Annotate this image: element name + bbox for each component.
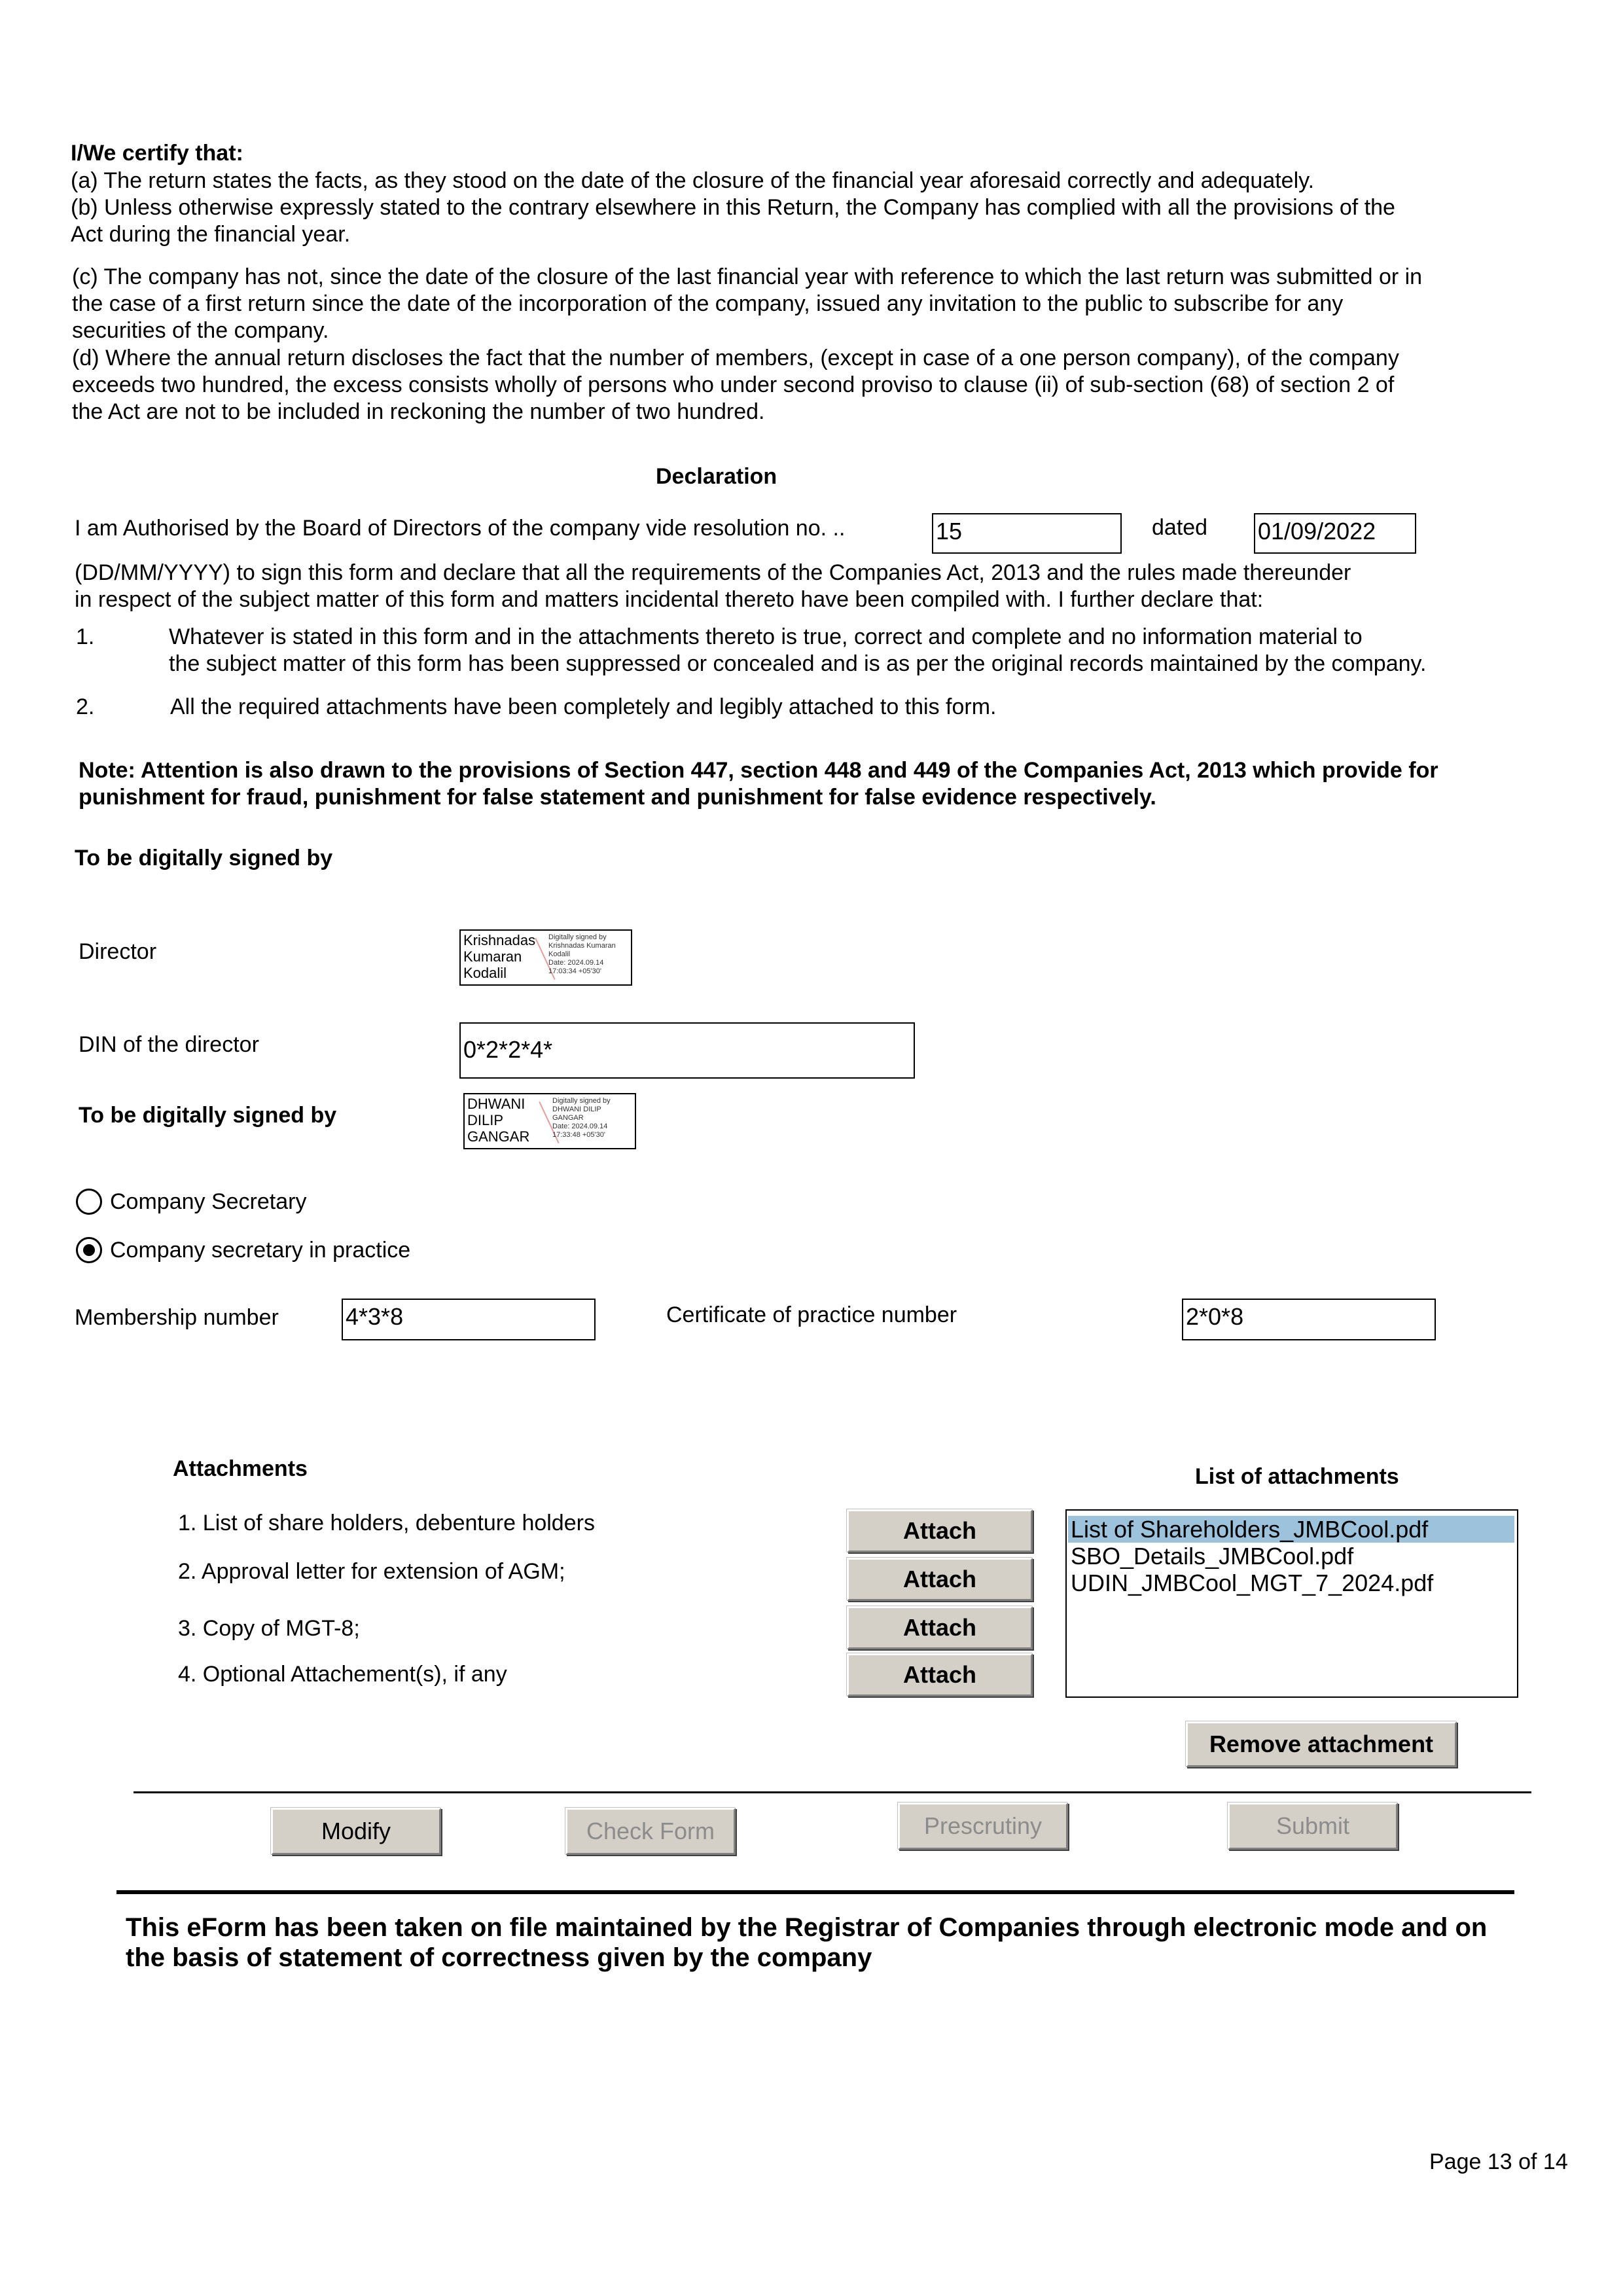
declaration-item-1-number: 1. <box>76 624 95 649</box>
certify-c: (c) The company has not, since the date of the closure of the last financial year with reference to which the last return was submitted or in the case of a first return since the date of the incorporation of the company, issued any invitation to the public to subscribe for any securities of the company. <box>72 264 1423 343</box>
attach-button-3[interactable]: Attach <box>847 1606 1033 1649</box>
certify-a: (a) The return states the facts, as they stood on the date of the closure of the financial year aforesaid correctly and adequately. <box>71 168 1315 193</box>
prescrutiny-button[interactable]: Prescrutiny <box>898 1803 1068 1850</box>
radio-company-secretary[interactable] <box>76 1189 102 1215</box>
attachment-file-item[interactable]: List of Shareholders_JMBCool.pdf <box>1068 1516 1514 1543</box>
divider <box>134 1791 1531 1793</box>
attachments-heading: Attachments <box>173 1456 308 1481</box>
signature-info: Digitally signed by Krishnadas Kumaran Kodalil Date: 2024.09.14 17:03:34 +05'30' <box>548 933 616 975</box>
din-label: DIN of the director <box>79 1032 259 1057</box>
attachment-file-item[interactable]: SBO_Details_JMBCool.pdf <box>1071 1543 1354 1570</box>
declaration-paragraph: (DD/MM/YYYY) to sign this form and declare that all the requirements of the Companies Act, 2013 and the rules made thereunder in respect of the subject matter of this form and matters incidental thereto have been compiled with. I further declare that: <box>75 560 1351 612</box>
remove-attachment-button[interactable]: Remove attachment <box>1186 1721 1457 1767</box>
certify-b: (b) Unless otherwise expressly stated to the contrary elsewhere in this Return, the Company has complied with all the provisions of the Act during the financial year. <box>71 195 1395 247</box>
declaration-item-2-number: 2. <box>76 694 95 719</box>
radio-company-secretary-label: Company Secretary <box>110 1189 307 1214</box>
resolution-number-field[interactable]: 15 <box>932 513 1122 554</box>
attach-button-1[interactable]: Attach <box>847 1509 1033 1552</box>
modify-button[interactable]: Modify <box>271 1808 441 1855</box>
secretary-digital-signature[interactable] <box>463 1093 636 1149</box>
attach-button-2[interactable]: Attach <box>847 1558 1033 1601</box>
digitally-signed-by-label-1: To be digitally signed by <box>75 846 333 870</box>
din-field[interactable]: 0*2*2*4* <box>459 1022 915 1079</box>
signature-name: Krishnadas Kumaran Kodalil <box>463 932 536 981</box>
dated-label: dated <box>1152 515 1208 540</box>
page-number: Page 13 of 14 <box>1429 2149 1568 2174</box>
authorised-text: I am Authorised by the Board of Directors of the company vide resolution no. .. <box>75 516 846 541</box>
check-form-button[interactable]: Check Form <box>565 1808 736 1855</box>
submit-button[interactable]: Submit <box>1228 1803 1398 1850</box>
attachment-item-4: 4. Optional Attachement(s), if any <box>178 1662 507 1687</box>
declaration-item-1: Whatever is stated in this form and in the attachments thereto is true, correct and complete and no information material to the subject matter of this form has been suppressed or concealed and is as per the original records maintained by the company. <box>169 624 1427 676</box>
radio-selected-dot-icon <box>83 1244 95 1256</box>
radio-cs-in-practice[interactable] <box>76 1237 102 1263</box>
certificate-of-practice-field[interactable]: 2*0*8 <box>1182 1299 1436 1340</box>
efform-statement: This eForm has been taken on file maintained by the Registrar of Companies through electronic mode and on the basis of statement of correctness given by the company <box>126 1913 1488 1972</box>
attach-button-4[interactable]: Attach <box>847 1653 1033 1696</box>
attachment-item-1: 1. List of share holders, debenture holders <box>178 1511 595 1535</box>
membership-number-label: Membership number <box>75 1305 279 1330</box>
radio-cs-in-practice-label: Company secretary in practice <box>110 1238 411 1263</box>
declaration-item-2: All the required attachments have been completely and legibly attached to this form. <box>170 694 997 719</box>
legal-note: Note: Attention is also drawn to the provisions of Section 447, section 448 and 449 of the Companies Act, 2013 which provide for punishment for fraud, punishment for false statement and punishment for false evidence respectively. <box>79 758 1438 810</box>
list-of-attachments-heading: List of attachments <box>1195 1464 1399 1489</box>
director-label: Director <box>79 939 157 964</box>
certificate-of-practice-label: Certificate of practice number <box>666 1302 957 1327</box>
attachment-item-3: 3. Copy of MGT-8; <box>178 1616 360 1641</box>
certify-heading: I/We certify that: <box>71 141 243 166</box>
declaration-heading: Declaration <box>656 464 777 489</box>
attachment-file-item[interactable]: UDIN_JMBCool_MGT_7_2024.pdf <box>1071 1570 1434 1596</box>
certify-d: (d) Where the annual return discloses the fact that the number of members, (except in case of a one person company), of the company exceeds two hundred, the excess consists wholly of persons who under second proviso to clause (ii) of sub-section (68) of section 2 of the Act are not to be included in reckoning the number of two hundred. <box>72 346 1399 424</box>
digitally-signed-by-label-2: To be digitally signed by <box>79 1103 337 1128</box>
membership-number-field[interactable]: 4*3*8 <box>342 1299 596 1340</box>
attachment-item-2: 2. Approval letter for extension of AGM; <box>178 1559 565 1584</box>
signature-name: DHWANI DILIP GANGAR <box>467 1096 530 1145</box>
signature-info: Digitally signed by DHWANI DILIP GANGAR Date: 2024.09.14 17:33:48 +05'30' <box>552 1097 611 1139</box>
resolution-date-field[interactable]: 01/09/2022 <box>1254 513 1416 554</box>
director-digital-signature[interactable] <box>459 929 632 986</box>
attachments-listbox[interactable] <box>1065 1509 1518 1698</box>
divider <box>116 1890 1514 1894</box>
